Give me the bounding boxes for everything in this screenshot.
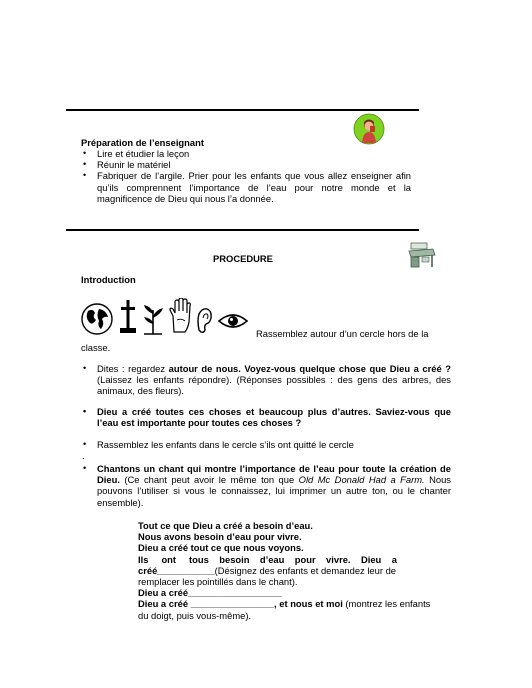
song-line: Ils ont tous besoin d’eau pour vivre. Dieu a [138, 553, 397, 565]
procedure-list [81, 363, 451, 397]
hand-icon [168, 298, 192, 334]
song-line [138, 565, 452, 576]
ear-icon [195, 306, 213, 334]
top-rule [66, 109, 419, 111]
prep-list [81, 148, 411, 204]
list-item [81, 363, 451, 397]
icon-strip [80, 298, 250, 338]
introduction-title: Introduction [81, 274, 136, 285]
list-item: • Dieu a créé toutes ces choses et beaucoup plus d’autres. Saviez-vous que l’eau est importante pour toutes ces choses ? [81, 406, 451, 428]
song-line: Dieu a créé tout ce que nous voyons. [138, 542, 304, 554]
list-item: • Rassemblez les enfants dans le cercle s’ils ont quitté le cercle [81, 439, 451, 450]
bullet-text: (Ce chant peut avoir le même ton que [119, 474, 299, 486]
song-line: remplacer les pointillés dans le chant). [138, 576, 298, 588]
person-drinking-icon [353, 113, 385, 145]
teacher-desk-icon [407, 240, 437, 270]
bullet-text: (Laissez les enfants répondre). (Réponses possibles : des gens des arbres, des animaux, des fleurs). [97, 374, 451, 397]
plant-icon [140, 302, 166, 336]
gather-line1: Rassemblez autour d’un cercle hors de la [256, 328, 429, 339]
middle-rule [66, 229, 419, 231]
list-item [81, 463, 451, 508]
song-line [138, 598, 452, 609]
bullet-text: Dites : regardez [97, 363, 169, 374]
gather-line2: classe. [81, 342, 111, 353]
cross-icon [118, 298, 138, 336]
song-block [138, 520, 452, 621]
song-line: Tout ce que Dieu a créé a besoin d’eau. [138, 520, 313, 531]
bullet-text-bold: autour de nous. Voyez-vous quelque chose que Dieu a créé ? [168, 363, 451, 374]
eye-icon [218, 312, 248, 330]
song-blank: Dieu a créé ________________, et nous et moi [138, 598, 343, 610]
procedure-list [81, 463, 451, 508]
song-blank: créé___________ [138, 564, 215, 576]
procedure-list [81, 439, 451, 450]
song-note: (montrez les enfants [342, 598, 431, 610]
song-line: Nous avons besoin d’eau pour vivre. [138, 531, 302, 543]
song-title: Old Mc Donald Had a Farm. [298, 474, 425, 486]
list-item: • Lire et étudier la leçon [81, 148, 411, 159]
globe-icon [80, 302, 114, 336]
procedure-list [81, 406, 451, 428]
procedure-title: PROCEDURE [213, 253, 273, 264]
list-item: • Fabriquer de l’argile. Prier pour les enfants que vous allez enseigner afin qu’ils comprennent l’importance de l’eau pour notre monde et la magnificence de Dieu qui nous l’a donnée. [81, 170, 411, 204]
stray-dot: . [82, 450, 85, 461]
song-line: Dieu a créé__________________ [138, 587, 282, 599]
bullet-text: Nous pouvons l’utiliser si vous le connaissez, lui imprimer un autre ton, ou le chanter ensemble). [97, 474, 451, 508]
song-line: du doigt, puis vous-même). [138, 609, 252, 621]
prep-title: Préparation de l’enseignant [81, 137, 204, 148]
bullet-text-bold: Chantons un chant qui montre l’importance de l’eau pour toute la création de Dieu. [97, 463, 451, 486]
list-item: • Réunir le matériel [81, 159, 411, 170]
song-note: (Désignez des enfants et demandez leur de [214, 564, 397, 576]
